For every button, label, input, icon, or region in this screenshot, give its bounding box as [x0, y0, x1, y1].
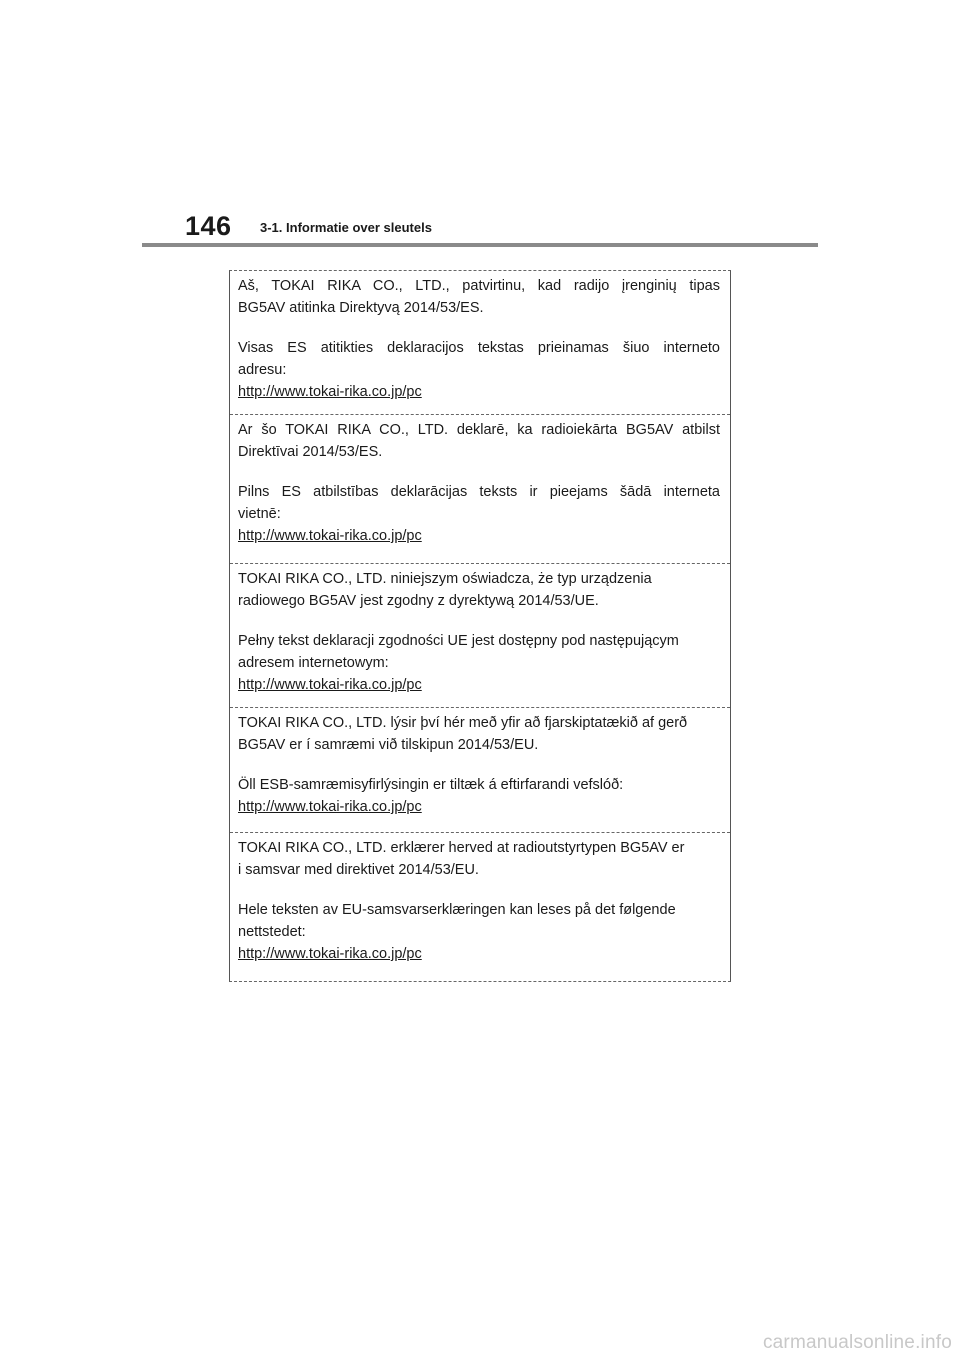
declaration-line: Öll ESB-samræmisyfirlýsingin er tiltæk á eftirfarandi vefslóð:	[238, 777, 624, 793]
declaration-block-lt	[230, 271, 730, 415]
declaration-table	[229, 270, 731, 982]
declaration-line: TOKAI RIKA CO., LTD. erklærer herved at radioutstyrtypen BG5AV er	[238, 840, 685, 856]
declaration-line: Visas ES atitikties deklaracijos tekstas prieinamas šiuo interneto	[238, 340, 720, 356]
declaration-url-link[interactable]: http://www.tokai-rika.co.jp/pc	[238, 528, 422, 544]
declaration-line: TOKAI RIKA CO., LTD. niniejszym oświadcza, że typ urządzenia	[238, 571, 652, 587]
section-title: 3-1. Informatie over sleutels	[260, 220, 432, 235]
declaration-url-link[interactable]: http://www.tokai-rika.co.jp/pc	[238, 946, 422, 962]
declaration-line: adresem internetowym:	[238, 655, 389, 671]
declaration-line: Direktīvai 2014/53/ES.	[238, 444, 383, 460]
declaration-line: nettstedet:	[238, 924, 306, 940]
declaration-url-link[interactable]: http://www.tokai-rika.co.jp/pc	[238, 384, 422, 400]
declaration-line: Aš, TOKAI RIKA CO., LTD., patvirtinu, kad radijo įrenginių tipas	[238, 278, 720, 294]
declaration-line: adresu:	[238, 362, 287, 378]
declaration-block-no	[230, 833, 730, 981]
declaration-line: TOKAI RIKA CO., LTD. lýsir því hér með yfir að fjarskiptatækið af gerð	[238, 715, 688, 731]
declaration-line: Pełny tekst deklaracji zgodności UE jest dostępny pod następującym	[238, 633, 679, 649]
declaration-url-link[interactable]: http://www.tokai-rika.co.jp/pc	[238, 677, 422, 693]
declaration-line: Hele teksten av EU-samsvarserklæringen kan leses på det følgende	[238, 902, 676, 918]
declaration-line: i samsvar med direktivet 2014/53/EU.	[238, 862, 479, 878]
declaration-line: radiowego BG5AV jest zgodny z dyrektywą 2014/53/UE.	[238, 593, 599, 609]
declaration-line: vietnē:	[238, 506, 281, 522]
declaration-block-lv	[230, 415, 730, 564]
declaration-line: BG5AV atitinka Direktyvą 2014/53/ES.	[238, 300, 484, 316]
declaration-block-is	[230, 708, 730, 833]
footer-watermark: carmanualsonline.info	[762, 1332, 952, 1353]
declaration-block-pl	[230, 564, 730, 708]
declaration-url-link[interactable]: http://www.tokai-rika.co.jp/pc	[238, 799, 422, 815]
declaration-line: Ar šo TOKAI RIKA CO., LTD. deklarē, ka radioiekārta BG5AV atbilst	[238, 422, 720, 438]
declaration-line: BG5AV er í samræmi við tilskipun 2014/53/EU.	[238, 737, 539, 753]
declaration-line: Pilns ES atbilstības deklarācijas teksts ir pieejams šādā interneta	[238, 484, 720, 500]
header-rule	[142, 243, 818, 247]
page-number: 146	[185, 211, 232, 241]
